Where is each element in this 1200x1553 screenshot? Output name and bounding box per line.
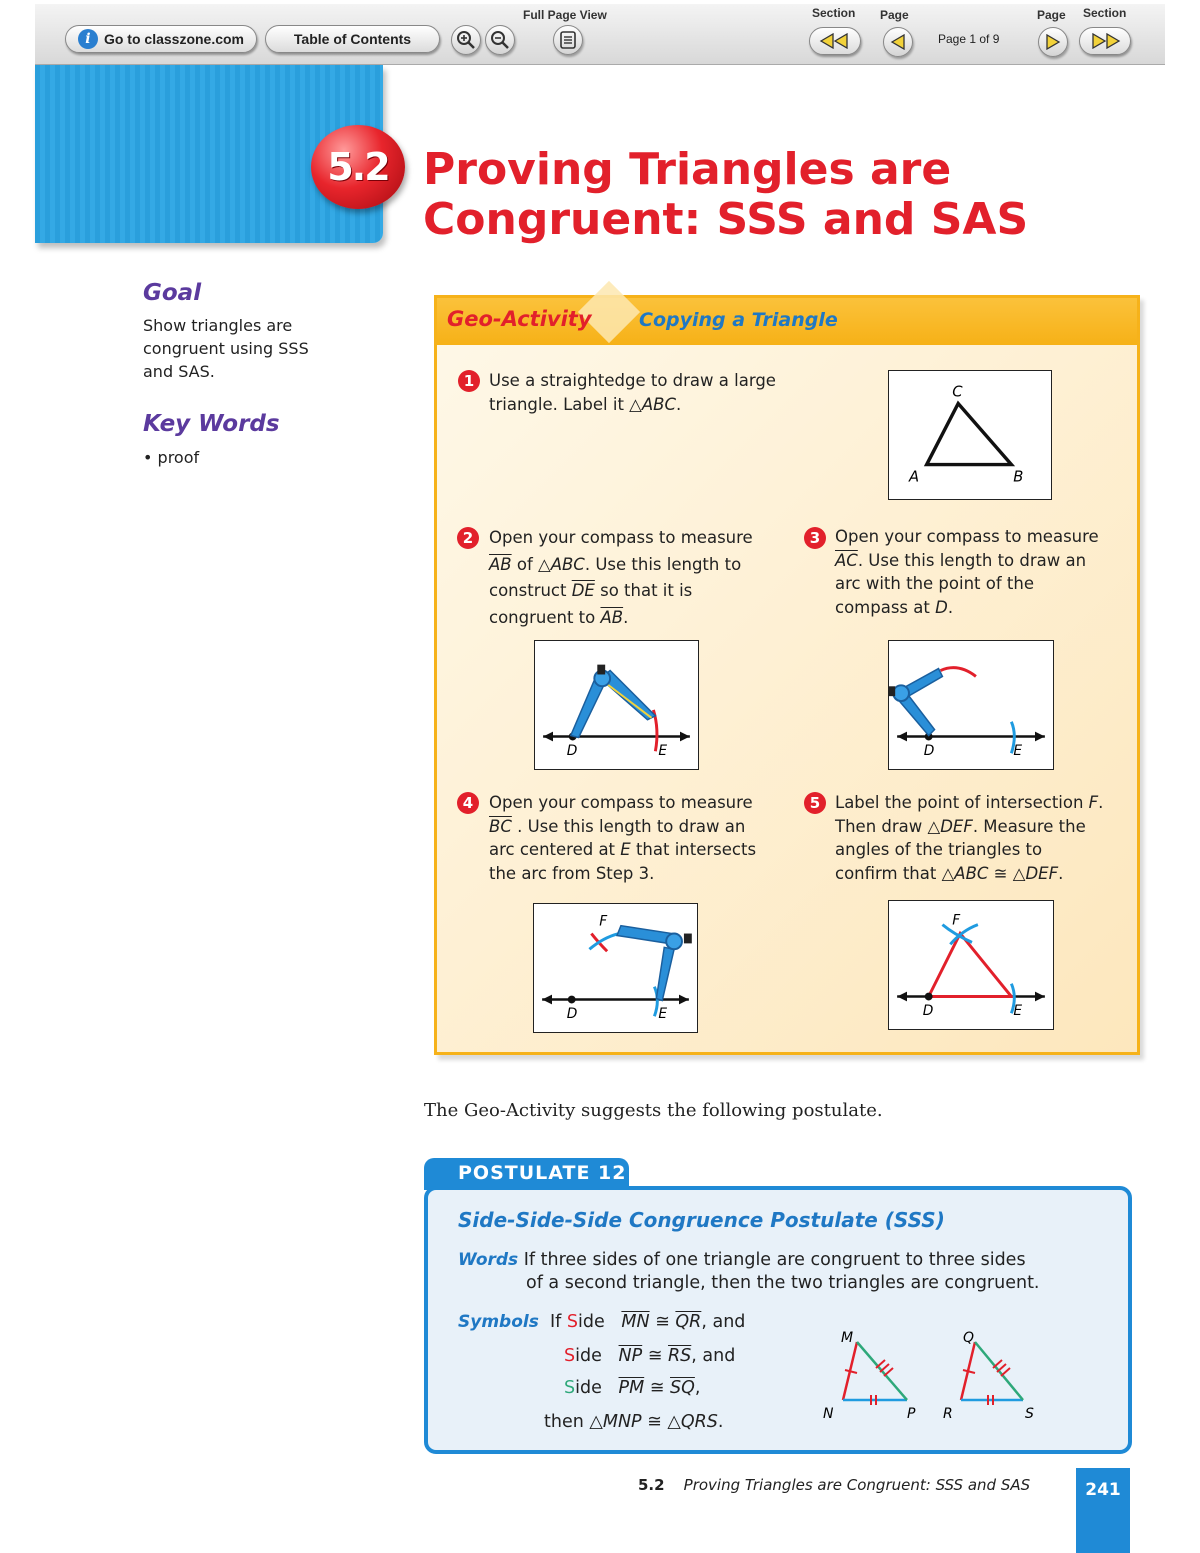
info-icon: i [78, 29, 98, 49]
zoom-out-icon [490, 30, 510, 50]
label-s: S [1025, 1406, 1034, 1422]
section-label-right: Section [1083, 6, 1127, 20]
zoom-out-button[interactable] [485, 25, 515, 55]
label-b: B [1013, 468, 1024, 486]
postulate-tab-label: POSTULATE 12 [458, 1162, 627, 1184]
label-e: E [658, 743, 668, 760]
goal-heading: Goal [143, 280, 202, 306]
zoom-in-button[interactable] [451, 25, 481, 55]
step-3-text: Open your compass to measure $\overline{AC}$. Use this length to draw an arc with the point of the compass at D. [835, 527, 1099, 617]
figure-arc-from-e [533, 903, 698, 1033]
footer-section: 5.2 [638, 1476, 665, 1494]
full-page-icon [560, 31, 576, 49]
next-page-icon [1045, 34, 1061, 50]
label-a: A [908, 468, 920, 486]
words-label: Words [458, 1250, 519, 1270]
intro-text: The Geo-Activity suggests the following postulate. [424, 1100, 883, 1121]
page-indicator: Page 1 of 9 [938, 32, 1000, 46]
page-number-tab [1076, 1468, 1130, 1553]
label-m: M [841, 1330, 854, 1346]
geo-activity-header [437, 298, 1137, 345]
label-n: N [823, 1406, 834, 1422]
geo-activity-title: Copying a Triangle [639, 309, 838, 331]
step-4-text: Open your compass to measure $\overline{BC}$ . Use this length to draw an arc centered at E that intersects the arc from Step 3. [489, 793, 757, 883]
goto-classzone-button[interactable] [65, 25, 257, 53]
running-footer [638, 1476, 1030, 1494]
label-d: D [923, 743, 935, 760]
toolbar [35, 4, 1165, 65]
label-r: R [943, 1406, 953, 1422]
full-page-view-button[interactable] [553, 25, 583, 55]
page-title [423, 145, 1028, 245]
step-5-number: 5 [804, 792, 826, 814]
label-d: D [922, 1003, 934, 1020]
symbols-row-2: Side $\overline{NP}$ ≅ $\overline{RS}$, and [564, 1346, 736, 1366]
step-4-number: 4 [457, 792, 479, 814]
postulate-name: Side-Side-Side Congruence Postulate (SSS) [458, 1208, 945, 1232]
step-1-text: Use a straightedge to draw a large triangle. Label it △ABC. [489, 371, 776, 414]
section-label-left: Section [812, 6, 856, 20]
figure-construct-de [534, 640, 699, 770]
symbols-row-1: Symbols If Side $\overline{MN}$ ≅ $\overline{QR}$, and [458, 1312, 746, 1332]
label-q: Q [963, 1330, 975, 1346]
postulate-figure [815, 1322, 1050, 1427]
step-2-number: 2 [457, 527, 479, 549]
prev-section-button[interactable] [809, 27, 861, 55]
figure-arc-from-d [888, 640, 1054, 770]
label-d: D [566, 1006, 578, 1023]
title-line-1: Proving Triangles are [423, 144, 952, 195]
label-d: D [566, 743, 578, 760]
label-p: P [907, 1406, 916, 1422]
next-section-icon [1089, 33, 1121, 49]
step-5-text: Label the point of intersection F. Then draw △DEF. Measure the angles of the triangles to confirm that △ABC ≅ △DEF. [835, 793, 1104, 883]
prev-page-icon [890, 34, 906, 50]
label-e: E [1013, 1003, 1023, 1020]
table-of-contents-button[interactable] [265, 25, 440, 53]
label-e: E [1013, 743, 1023, 760]
title-line-2: Congruent: SSS and SAS [423, 194, 1029, 245]
label-c: C [952, 383, 963, 401]
words-line-1: If three sides of one triangle are congruent to three sides [523, 1250, 1026, 1270]
triangle-abc [927, 403, 1012, 464]
prev-page-button[interactable] [883, 27, 913, 57]
lesson-number: 5.2 [327, 145, 389, 189]
full-page-view-label: Full Page View [523, 8, 607, 22]
next-page-button[interactable] [1038, 27, 1068, 57]
words-line-2: of a second triangle, then the two triangles are congruent. [526, 1273, 1040, 1293]
figure-triangle-abc [888, 370, 1052, 500]
step-1-number: 1 [458, 370, 480, 392]
step-3-number: 3 [804, 527, 826, 549]
symbols-label: Symbols [458, 1312, 539, 1332]
goto-classzone-label: Go to classzone.com [103, 31, 245, 47]
label-f: F [952, 912, 961, 929]
figure-triangle-def [888, 900, 1054, 1030]
page-label-left: Page [880, 8, 909, 22]
prev-section-icon [819, 33, 851, 49]
label-f: F [599, 913, 608, 930]
key-word-proof: proof [157, 448, 200, 467]
page-label-right: Page [1037, 8, 1066, 22]
geo-activity-label: Geo-Activity [447, 307, 592, 331]
key-word-item: • proof [143, 448, 200, 467]
label-e: E [658, 1006, 668, 1023]
postulate-words-row [458, 1249, 1026, 1272]
zoom-in-icon [456, 30, 476, 50]
lesson-number-badge [311, 125, 405, 209]
goal-text: Show triangles are congruent using SSS and SAS. [143, 316, 309, 381]
step-2-text: Open your compass to measure $\overline{AB}$ of △ABC. Use this length to construct $\overline{DE}$ so that it is congruent to $\overline{AB}$. [489, 528, 753, 627]
symbols-row-3: Side $\overline{PM}$ ≅ $\overline{SQ}$, [564, 1378, 701, 1398]
next-section-button[interactable] [1079, 27, 1131, 55]
table-of-contents-label: Table of Contents [293, 31, 412, 47]
footer-title: Proving Triangles are Congruent: SSS and SAS [683, 1476, 1031, 1494]
page-number: 241 [1085, 1480, 1121, 1500]
symbols-conclusion: then △MNP ≅ △QRS. [544, 1412, 724, 1432]
key-words-heading: Key Words [143, 411, 280, 437]
